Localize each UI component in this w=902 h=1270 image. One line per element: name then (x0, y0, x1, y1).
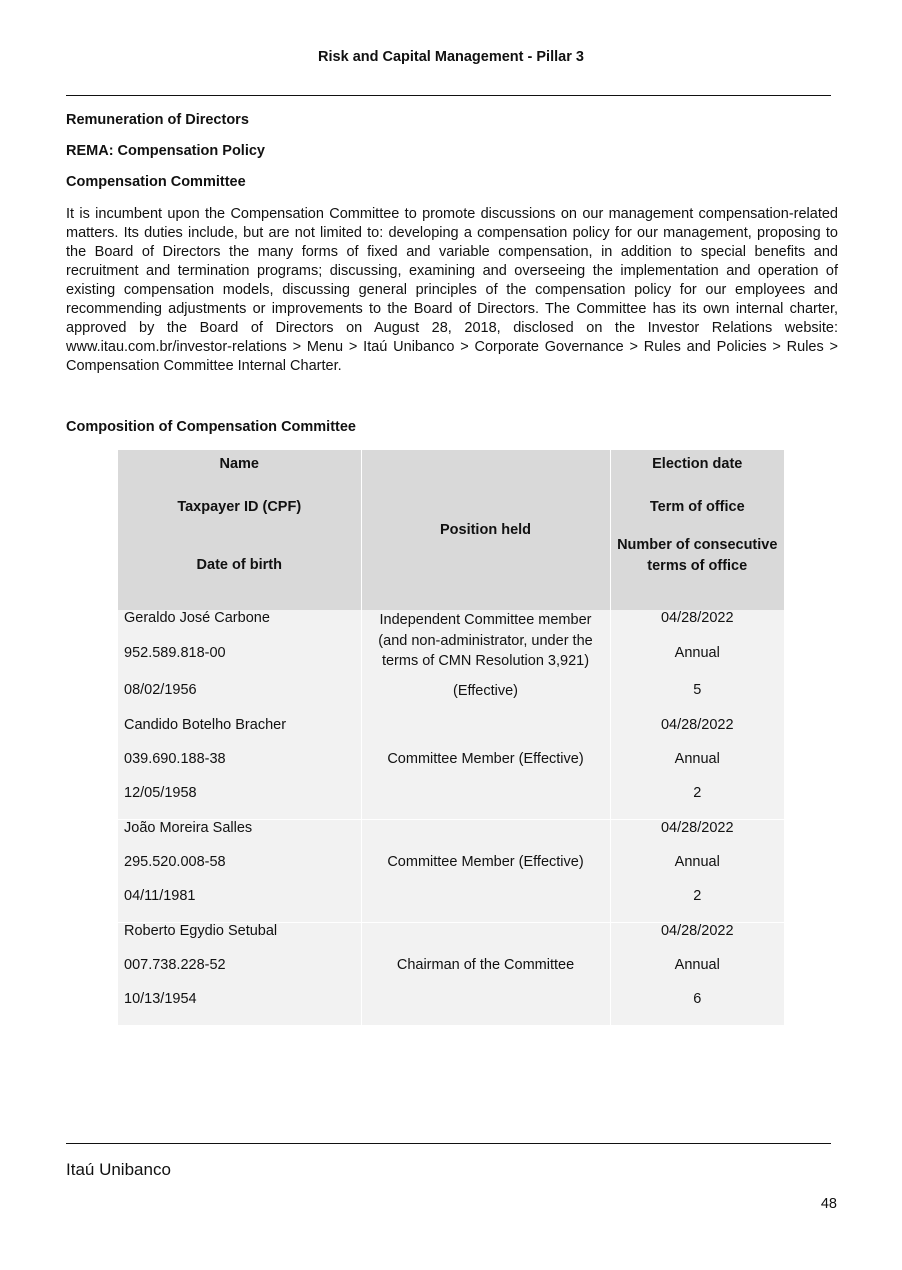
table-row (118, 610, 784, 717)
member-cpf: 039.690.188-38 (124, 751, 226, 767)
table-header-row (118, 450, 784, 610)
header-name: Name (219, 456, 259, 472)
member-identity-cell (118, 923, 361, 1026)
member-position-status: (Effective) (452, 683, 518, 699)
member-dob: 04/11/1981 (124, 888, 196, 904)
header-election-term (610, 450, 784, 610)
committee-composition-table (118, 450, 784, 1025)
member-cpf: 295.520.008-58 (124, 854, 226, 870)
member-term-cell (610, 717, 784, 820)
member-position: Committee Member (Effective) (387, 751, 584, 767)
member-election-date: 04/28/2022 (660, 820, 734, 836)
committee-description-paragraph: It is incumbent upon the Compensation Committee to promote discussions on our management compensation-related matters. Its duties include, but are not limited to: developing a compensation policy for our management, proposing to the Board of Directors the many forms of fixed and variable compensation, in addition to special benefits and recruitment and termination programs; discussing, examining and overseeing the implementation and operation of existing compensation models, discussing general principles of the compensation policy for our employees and recommending adjustments or improvements to the Board of Directors. The Committee has its own internal charter, approved by the Board of Directors on August 28, 2018, disclosed on the Investor Relations website: www.itau.com.br/investor-relations > Menu > Itaú Unibanco > Corporate Governance > Rules and Policies > Rules > Compensation Committee Internal Charter. (66, 206, 838, 374)
table-row (118, 820, 784, 923)
header-divider (66, 95, 831, 96)
member-name: João Moreira Salles (124, 820, 253, 836)
member-name: Roberto Egydio Setubal (124, 923, 278, 939)
member-dob: 10/13/1954 (124, 991, 197, 1007)
member-consecutive-terms: 2 (693, 785, 702, 801)
member-term: Annual (674, 645, 720, 661)
member-election-date: 04/28/2022 (660, 610, 734, 626)
member-cpf: 007.738.228-52 (124, 957, 226, 973)
table-row (118, 717, 784, 820)
table-row (118, 923, 784, 1026)
member-consecutive-terms: 2 (693, 888, 702, 904)
member-term: Annual (674, 751, 720, 767)
heading-compensation-committee: Compensation Committee (66, 174, 246, 190)
member-term-cell (610, 610, 784, 717)
footer-divider (66, 1143, 831, 1144)
member-dob: 08/02/1956 (124, 682, 197, 698)
header-dob: Date of birth (196, 557, 282, 573)
member-position-cell (361, 610, 610, 717)
member-dob: 12/05/1958 (124, 785, 197, 801)
member-position-cell (361, 820, 610, 923)
header-term: Term of office (649, 499, 745, 515)
member-term-cell (610, 923, 784, 1026)
heading-remuneration: Remuneration of Directors (66, 112, 249, 128)
header-cpf: Taxpayer ID (CPF) (177, 499, 302, 515)
member-identity-cell (118, 610, 361, 717)
member-election-date: 04/28/2022 (660, 717, 734, 733)
header-election-date: Election date (652, 456, 743, 472)
member-consecutive-terms: 5 (693, 682, 702, 698)
member-position: Committee Member (Effective) (387, 854, 584, 870)
member-election-date: 04/28/2022 (660, 923, 734, 939)
member-term: Annual (674, 957, 720, 973)
header-position: Position held (361, 450, 610, 610)
member-term-cell (610, 820, 784, 923)
header-consecutive: Number of consecutive terms of office (617, 537, 778, 574)
member-position: Independent Committee member (and non-administrator, under the terms of CMN Resolution 3,921) (378, 612, 593, 669)
member-position-cell (361, 923, 610, 1026)
page-header-title: Risk and Capital Management - Pillar 3 (318, 49, 584, 65)
member-name: Geraldo José Carbone (124, 610, 270, 626)
page-number: 48 (820, 1196, 837, 1212)
footer-company-name: Itaú Unibanco (66, 1160, 171, 1179)
member-name: Candido Botelho Bracher (124, 717, 287, 733)
member-term: Annual (674, 854, 720, 870)
member-identity-cell (118, 820, 361, 923)
header-name-cpf-dob (118, 450, 361, 610)
member-position-cell (361, 717, 610, 820)
member-position: Chairman of the Committee (396, 957, 575, 973)
heading-rema: REMA: Compensation Policy (66, 143, 265, 159)
heading-composition: Composition of Compensation Committee (66, 419, 356, 435)
member-identity-cell (118, 717, 361, 820)
member-cpf: 952.589.818-00 (124, 645, 226, 661)
member-consecutive-terms: 6 (693, 991, 702, 1007)
